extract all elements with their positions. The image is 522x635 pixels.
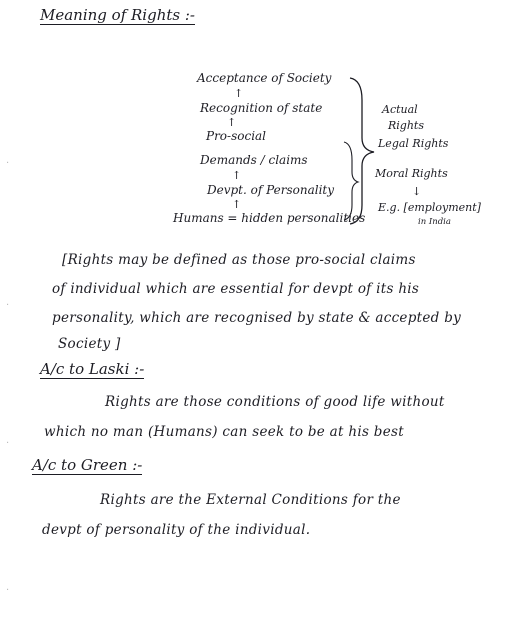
flow-arrow-icon: ↑ <box>232 198 242 211</box>
definition-line-3: personality, which are recognised by state & accepted by <box>52 310 462 326</box>
side-legal-rights: Legal Rights <box>378 137 449 150</box>
flow-arrow-icon: ↑ <box>234 87 244 100</box>
edge-mark: · <box>6 158 10 169</box>
definition-line-1: [Rights may be defined as those pro-social claims <box>62 252 416 268</box>
flow-acceptance-of-society: Acceptance of Society <box>197 71 332 85</box>
side-moral-rights: Moral Rights <box>375 167 448 180</box>
inner-brace <box>344 142 358 220</box>
outer-brace <box>350 78 374 224</box>
flow-arrow-icon: ↑ <box>227 116 237 129</box>
side-actual: Actual <box>382 103 418 116</box>
side-example-employment: E.g. [employment] <box>378 201 481 214</box>
green-line-2: devpt of personality of the individual. <box>42 522 311 538</box>
flow-devpt-of-personality: Devpt. of Personality <box>207 183 335 197</box>
heading-green: A/c to Green :- <box>32 456 143 474</box>
side-in-india: in India <box>418 217 451 227</box>
flow-recognition-of-state: Recognition of state <box>200 101 323 115</box>
flow-humans-hidden-personalities: Humans = hidden personalities <box>173 211 366 225</box>
laski-line-1: Rights are those conditions of good life without <box>105 394 445 410</box>
edge-mark: · <box>6 438 10 449</box>
flow-pro-social: Pro-social <box>206 129 267 143</box>
heading-meaning-of-rights: Meaning of Rights :- <box>40 6 195 24</box>
side-rights: Rights <box>388 119 424 132</box>
edge-mark: · <box>6 585 10 596</box>
down-arrow-icon: ↓ <box>412 185 422 198</box>
edge-mark: · <box>6 300 10 311</box>
flow-demands-claims: Demands / claims <box>200 153 308 167</box>
green-line-1: Rights are the External Conditions for the <box>100 492 401 508</box>
laski-line-2: which no man (Humans) can seek to be at his best <box>44 424 404 440</box>
heading-laski: A/c to Laski :- <box>40 360 145 378</box>
flow-arrow-icon: ↑ <box>232 169 242 182</box>
definition-line-2: of individual which are essential for devpt of its his <box>52 281 420 297</box>
definition-line-4: Society ] <box>58 336 121 352</box>
